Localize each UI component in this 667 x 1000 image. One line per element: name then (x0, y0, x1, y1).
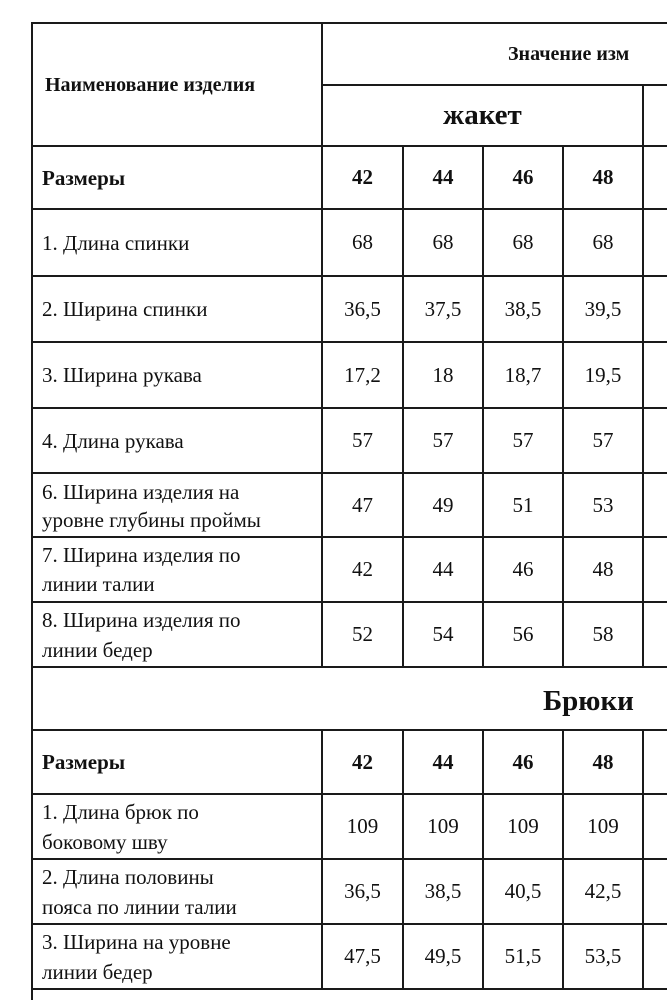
jacket-value-cell: 53 (592, 492, 614, 517)
trousers-size-cell: 42 (352, 749, 373, 774)
jacket-row-label-line1: 8. Ширина изделия по (42, 608, 241, 632)
jacket-value-cell: 37,5 (424, 296, 462, 321)
jacket-value-cell: 54 (432, 622, 454, 646)
jacket-row-label-line2: линии бедер (42, 638, 153, 662)
trousers-row-label-line2: линии бедер (42, 960, 153, 984)
jacket-value-cell: 18 (432, 362, 454, 387)
trousers-value-cell: 40,5 (504, 879, 542, 903)
trousers-value-cell: 109 (587, 814, 619, 838)
jacket-row-label-line2: линии талии (42, 572, 155, 596)
jacket-value-cell: 19,5 (584, 362, 622, 387)
jacket-value-cell: 17,2 (344, 362, 381, 387)
jacket-value-cell: 47 (352, 492, 373, 517)
measurement-values-header: Значение изм (508, 43, 630, 65)
vline-col (642, 729, 644, 989)
trousers-sizes-label: Размеры (42, 750, 126, 774)
jacket-value-cell: 46 (512, 557, 534, 581)
jacket-value-cell: 51 (512, 492, 534, 517)
product-name-header: Наименование изделия (45, 74, 256, 96)
trousers-value-cell: 51,5 (504, 944, 542, 968)
trousers-value-cell: 47,5 (344, 944, 381, 968)
jacket-size-cell: 44 (432, 165, 454, 189)
hline-row (31, 666, 667, 668)
trousers-value-cell: 109 (346, 814, 379, 838)
trousers-row-label-line1: 3. Ширина на уровне (42, 930, 231, 954)
jacket-value-cell: 56 (512, 622, 534, 646)
trousers-title: Брюки (543, 685, 634, 717)
jacket-value-cell: 18,7 (504, 362, 542, 387)
trousers-value-cell: 109 (427, 814, 459, 838)
trousers-size-cell: 46 (512, 749, 534, 774)
jacket-size-cell: 46 (512, 165, 534, 189)
jacket-row-label: 4. Длина рукава (42, 428, 184, 453)
trousers-row-label-line2: пояса по линии талии (42, 895, 237, 919)
jacket-value-cell: 36,5 (344, 296, 381, 321)
jacket-row-label-line1: 6. Ширина изделия на (42, 480, 240, 504)
jacket-row-label-line1: 7. Ширина изделия по (42, 543, 241, 567)
jacket-value-cell: 57 (352, 428, 373, 452)
jacket-size-cell: 48 (592, 165, 614, 189)
trousers-value-cell: 38,5 (424, 879, 462, 903)
jacket-title: жакет (443, 99, 522, 131)
trousers-row-label-line1: 2. Длина половины (42, 865, 214, 889)
trousers-size-cell: 44 (432, 749, 454, 774)
jacket-sizes-label: Размеры (42, 165, 126, 190)
jacket-row-label: 2. Ширина спинки (42, 297, 208, 321)
jacket-value-cell: 52 (352, 622, 373, 646)
vline-left (31, 22, 33, 1000)
jacket-row-label: 3. Ширина рукава (42, 363, 202, 387)
trousers-row-label-line2: боковому шву (42, 830, 168, 854)
trousers-value-cell: 36,5 (344, 879, 381, 903)
hline-row (31, 988, 667, 990)
hline-top (31, 22, 667, 24)
jacket-value-cell: 44 (432, 557, 454, 581)
vline-col (642, 84, 644, 667)
trousers-value-cell: 53,5 (584, 944, 622, 968)
jacket-value-cell: 57 (592, 428, 614, 452)
jacket-value-cell: 38,5 (504, 296, 542, 321)
jacket-value-cell: 58 (592, 622, 614, 646)
jacket-value-cell: 57 (432, 428, 454, 452)
trousers-size-cell: 48 (592, 749, 614, 774)
jacket-value-cell: 57 (512, 428, 534, 452)
trousers-value-cell: 109 (507, 814, 539, 838)
jacket-value-cell: 49 (432, 492, 454, 517)
trousers-value-cell: 42,5 (584, 879, 622, 903)
jacket-value-cell: 48 (592, 557, 614, 581)
jacket-value-cell: 68 (512, 230, 534, 254)
jacket-value-cell: 68 (352, 230, 373, 254)
jacket-row-label-line2: уровне глубины проймы (42, 508, 261, 532)
trousers-row-label-line1: 1. Длина брюк по (42, 800, 199, 824)
jacket-row-label: 1. Длина спинки (42, 230, 190, 255)
jacket-value-cell: 68 (432, 230, 454, 254)
jacket-value-cell: 39,5 (584, 296, 622, 321)
trousers-value-cell: 49,5 (424, 944, 462, 968)
jacket-size-cell: 42 (352, 165, 373, 189)
jacket-value-cell: 68 (592, 230, 614, 254)
jacket-value-cell: 42 (352, 557, 373, 581)
